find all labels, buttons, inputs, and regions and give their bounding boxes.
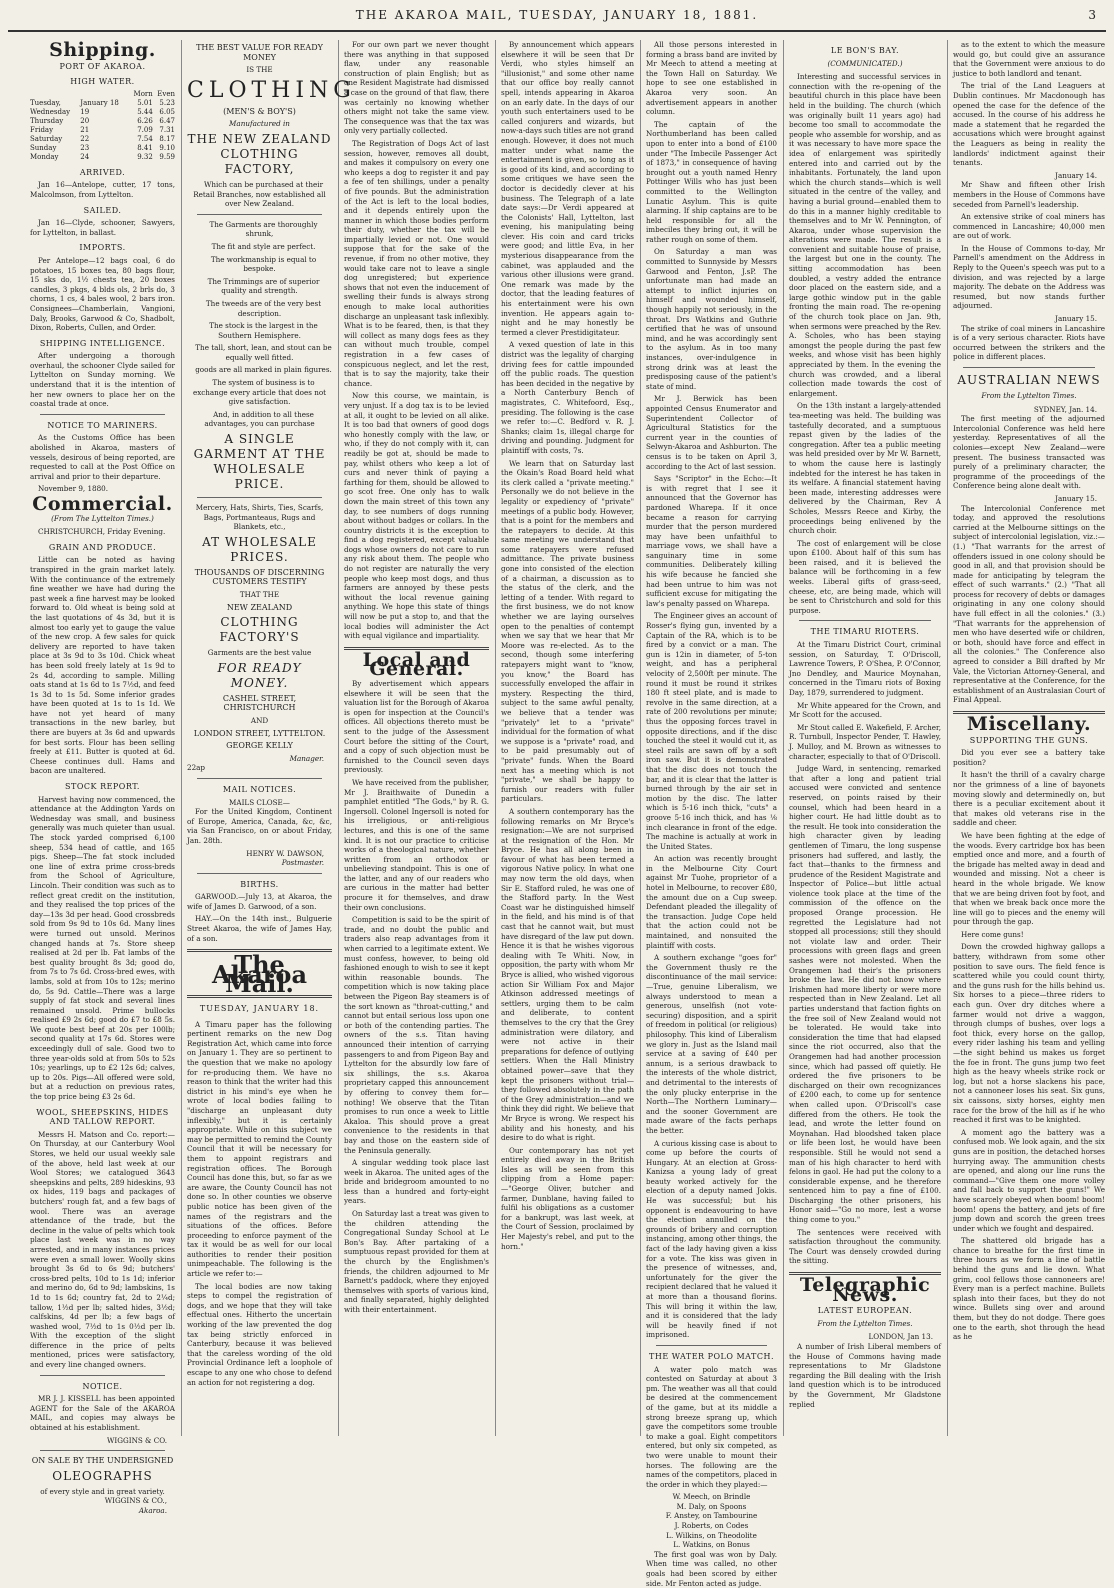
mails-signature: HENRY W. DAWSON, [246,848,324,858]
column-5 [646,40,777,1588]
commercial-dateline: CHRISTCHURCH, Friday Evening. [38,527,166,537]
tide-morn: 9.32 [137,152,153,161]
tide-date: 21 [80,125,90,134]
divider [197,873,322,874]
article-paragraph: The Registration of Dogs Act of last session, however, removes all doubt, and makes it compulsory on every one who keeps a dog to register it and pay a fee of ten shillings, under a penalty of five pounds. But the administration of the Act is left to the local bodies, and it depends entirely upon the manner in which those bodies perform their duty, whether the tax will be impartially levied or not. One would suppose that for the sake of the revenue, if from no other motive, they would take care not to leave a single dog unregistered; but experience shows that not even the inducement of swelling their funds is always strong enough to make local authorities discharge an unpleasant task inflexibly. What is to be feared, then, is that they will collect as many dogs fees as they can without much trouble, compel registration in a few cases of conspicuous neglect, and let the rest, that is to say the majority, take their chance. [344,138,489,388]
tide-header-cell [30,90,80,99]
birth-notice: HAY.—On the 14th inst., Bulguerie Street Akaroa, the wife of James Hay, of a son. [187,914,332,943]
dateline: January 14. [1055,170,1097,180]
competitor-name: L. Wilkins, on Theodolite [666,1530,757,1540]
wool-text: Messrs H. Matson and Co. report:—On Thursday, at our Canterbury Wool Stores, we held our usual weekly sale of the above, held last week at our Wool Stores; we catalogued 3643 sheepskins and pelts, 289 hideskins, 93 ox hides, 119 bags and packages of butchers' rough fat, and a few bags of wool. There was an average attendance of the trade, but the decline in the value of pelts which took place last week was in no way arrested, and in many instances prices were even a small lower. Woolly skins brought 3s 6d to 6s 9d; butchers' cross-bred pelts, 10d to 1s 1d; inferior and merino do, 6d to 9d; lambskins, 1s 1d to 1s 6d; country fat, 2d to 2¼d; tallow, 1½d per lb; salted hides, 3½d; calfskins, 4d per lb; a few bags of washed wool, 7½d to 1s 0½d per lb. With the exception of the slight difference in the price of pelts mentioned, prices were satisfactory, and every line changed owners. [30,1129,175,1370]
tide-row [30,144,175,153]
telegraphic-news-heading: Telegraphic News. [799,1274,931,1306]
grain-heading: GRAIN AND PRODUCE. [48,542,157,552]
competitor-name: W. Meech, on Brindle [672,1492,751,1502]
tide-even: 9.59 [159,152,175,161]
local-paragraph: Mr J. Berwick has been appointed Census Enumerator and Superintendent Collector of Agricultural Statistics for the current year in the counties of Selwyn-Akaroa and Ashburton. The census is to be taken on April 3, according to the Act of last session. [646,394,777,471]
divider [197,214,322,215]
divider [656,1345,767,1346]
local-paragraph: An action was recently brought in the Melbourne City Court against Mr Tuohe, proprietor of a hotel in Melbourne, to recover £80, the amount due on a Cup sweep. Defendant pleaded the illegality of the transaction. Judge Cope held that the action could not be maintained, and nonsuited the plaintiff with costs. [646,854,777,950]
divider [40,414,165,415]
news-paragraph: An extensive strike of coal miners has commenced in Lancashire; 40,000 men are out of work. [953,212,1105,241]
page-number: 3 [1088,8,1096,22]
tide-day: Sunday [30,143,57,152]
ad-line: goods are all marked in plain figures. [195,365,332,375]
guns-paragraph: Did you ever see a battery take position? [953,748,1105,767]
sailed-heading: SAILED. [83,205,122,215]
competitor-name: L. Watkins, on Bonus [673,1540,750,1550]
dateline: January 15. [1055,314,1097,324]
local-paragraph: We have received from the publisher, Mr J. Braithwaite of Dunedin a pamphlet entitled "The Gods," by R. G. Ingersoll. Colonel Ingersoll is noted for his irreligious, or anti-religious lectures, and this is one of the same kind. It is not our practice to criticise works of a theological nature, whether written from an orthodox or unbelieving standpoint. This is one of the latter, and any of our readers who are curious in the matter had better procure it for themselves, and draw their own conclusions. [344,777,489,912]
tide-day: Monday [30,152,59,161]
tide-row [30,108,175,117]
tide-even: 9.10 [159,143,175,152]
divider [40,1375,165,1376]
tide-even: 5.23 [159,98,175,107]
le-bons-paragraph: On the 13th instant a largely-attended tea-meeting was held. The building was tastefully decorated, and a sumptuous repast given by the ladies of the congregation. After tea a public meeting was held presided over by Mr W. Barnett, to whom the cause here is lastingly indebted for the interest he has taken in its welfare. A financial statement having been made, interesting addresses were delivered by the Chairman, Rev A Scholes, Messrs Reece and Kirby, the proceedings being enlivened by the church choir. [789,401,941,536]
ad-nz: NEW ZEALAND [226,602,293,612]
tide-even: 7.31 [159,125,175,134]
rioters-paragraph: Mr White appeared for the Crown, and Mr Scott for the accused. [789,700,941,720]
auction-item: OLEOGRAPHS [52,1468,153,1483]
auction-place: Akaroa. [138,1506,167,1515]
column-2 [187,40,356,1436]
mariners-text: As the Customs Office has been abolished in Akaroa, masters of vessels, desirous of being reported, are requested to call at the Post Office on arrival and prior to their departure. [30,433,175,481]
arrived-heading: ARRIVED. [79,167,126,177]
ad-thousands: THOUSANDS OF DISCERNING CUSTOMERS TESTIFY [194,567,325,587]
column-divider [181,40,182,1436]
ad-that: THAT THE [239,590,280,599]
local-paragraph: Says "Scriptor" in the Echo:—It is with regret that I see it announced that the Governor has pardoned Wharepa. If it once became a reason for carrying murder that the person murdered may have been unfaithful to marriage vows, we shall have a sanguinary time in some communities. Deliberately killing his wife because he fancied she had been untrue to him was not sufficient excuse for mitigating the law's penalty passed on Wharepa. [646,474,777,608]
miscellany-heading: Miscellany. [966,713,1092,735]
water-polo-heading: THE WATER POLO MATCH. [649,1351,774,1361]
column-divider [640,40,641,1436]
tide-morn: 5.01 [137,98,153,107]
tide-date: January 18 [80,98,119,107]
akaroa-mail-title: The Akaroa Mail. [211,950,307,999]
australian-news-heading: AUSTRALIAN NEWS [957,373,1101,387]
issue-date: TUESDAY, JANUARY 18. [199,1004,320,1014]
le-bons-bay-heading: LE BON'S BAY. [830,46,900,55]
auction-signature: WIGGINS & CO., [104,1496,167,1506]
timaru-rioters-heading: THE TIMARU RIOTERS. [810,627,920,637]
ad-line: The Garments are thoroughly shrunk, [209,219,318,239]
news-paragraph: The strike of coal miners in Lancashire is of a very serious character. Riots have occurred between the strikers and the police in different places. [953,323,1105,362]
column-divider [495,40,496,1436]
divider [799,620,931,621]
le-bons-bay-sub: (COMMUNICATED.) [827,58,903,68]
high-water-heading: HIGH WATER. [70,77,135,87]
guns-paragraph: Down the crowded highway gallops a battery, withdrawn from some other position to save ours. The field fence is scattered while you could count thirty, and the guns rush for the hills behind us. Six horses to a piece—three riders to each gun. Over dry ditches where a farmer would not drive a waggon, through clumps of bushes, over logs a foot thick, every horse on the gallop, every rider lashing his team and yelling—the sight behind us makes us forget the foe in front. The guns jump two feet high as the heavy wheels strike rock or log, but not a horse slackens his pace, not a cannoneer loses his seat. Six guns, six caissons, sixty horses, eighty men race for the brow of the hill as if he who reached it first was to be knighted. [953,942,1105,1125]
article-paragraph: A Timaru paper has the following pertinent remarks on the new Dog Registration Act, which came into force on January 1. They are so pertinent to the question that we make no apology for re-producing them. We have no reason to think that the writer had this district in his mind's eye when he wrote of local bodies failing to "discharge an unpleasant duty inflexibly," but it is certainly appropriate. While on this subject we may be permitted to remind the County Council that it will be necessary for them to appoint registrars and registration offices. The Borough Council has done this, but, so far as we are aware, the County Council has not done so. In other counties we observe public notice has been given of the names of the registrars and the situations of the offices. Before proceeding to enforce payment of the tax it would be as well for our local authorities to render their position unimpeachable. The following is the article we refer to:— [187,1019,332,1279]
rioters-paragraph: Judge Ward, in sentencing, remarked that after a long and patient trial accused were convicted and sentence reserved, on points raised by their counsel, which had been heard in a higher court. He had little doubt as to the result. He took into consideration the high character given by leading gentlemen of Timaru, the long suspense prisoners had suffered, and lastly, the fact that—thanks to the firmness and prudence of the Resident Magistrate and Inspector of Police—but little actual violence took place at the time of the commission of the offence on the proposed Orange procession. He regretted the Legislature had not stopped all processions; still they should not violate law and order. Their processions with green flags and green sashes were not molested. When the Orangemen had their's the prisoners broke the law. He did not know where Irishmen had more liberty or were more respected than in New Zealand. Let all parties understand that faction fights on the free soil of New Zealand would not be tolerated. He would take into consideration the time that had elapsed since the riot occurred, also that the Orangemen had had another procession since, which had passed off quietly. He ordered the five prisoners to be discharged on their own recognizances of £200 each, to come up for sentence when called upon. O'Driscoll's case differed from the others. He took the lead, and wrote the letter found on Moynahan. Had bloodshed taken place or life been lost, he would have been responsible. Still he would not send a man of his high character to herd with felons in gaol. He had put the colony to a considerable expense, and he therefore sentenced him to pay a fine of £100. Discharging the other prisoners, his Honor said—"Go no more, lest a worse thing come to you." [789,764,941,1225]
ad-factorys: CLOTHING FACTORY'S [219,615,300,645]
tide-day: Thursday [30,116,64,125]
sydney-dateline: SYDNEY, Jan. 14. [1033,404,1097,414]
births-heading: BIRTHS. [240,879,279,889]
rioters-paragraph: At the Timaru District Court, criminal session, on Saturday, T. O'Driscoll, Lawrence Towers, P. O'Shea, P. O'Connor, Jno Dendley, and Maurice Moynahan, concerned in the Timaru riots of Boxing Day, 1879, surrendered to judgment. [789,640,941,697]
tide-date: 24 [80,152,90,161]
supporting-guns-heading: SUPPORTING THE GUNS. [969,735,1089,745]
column-6 [789,40,941,1436]
imports-text: Per Antelope—12 bags coal, 6 do potatoes, 15 boxes tea, 80 bags flour, 15 sks do, 1½ chests tea, 20 boxes candles, 3 pkgs, 4 blds ols, 2 brls do, 3 chorns, 1 cs, 4 bales wool, 2 bars iron. Consignees—Chamberlain, Vangioni, Daly, Brooks, Garwood & Co, Shadbolt, Dixon, Roberts, Cullen, and Order. [30,255,175,333]
clothing-advertisement [187,43,356,773]
article-paragraph: For our own part we never thought there was anything in that supposed flaw, under any reasonable construction of plain English; but as one Resident Magistrate had dismissed a case on the ground of that flaw, there was certainly no knowing whether others might not take the same view. The consequence was that the tax was only very partially collected. [344,40,489,136]
divider [197,778,322,779]
tide-morn: 7.54 [137,134,153,143]
guns-paragraph: It hasn't the thrill of a cavalry charge nor the grimness of a line of bayonets moving slowly and determinedly on, but there is a peculiar excitement about it that makes old veterans rise in the saddle and cheer. [953,770,1105,828]
local-paragraph: All those persons interested in forming a brass band are invited by Mr Meech to attend a meeting at the Town Hall on Saturday. We hope to see one established in Akaroa very soon. An advertisement appears in another column. [646,40,777,117]
mariners-heading: NOTICE TO MARINERS. [47,420,158,430]
tide-row [30,135,175,144]
ad-manufactured: Manufactured in [229,119,290,129]
guns-paragraph: A moment ago the battery was a confused mob. We look again, and the six guns are in position, the detached horses hurrying away. The ammunition chests are opened, and along our line runs the command—"Give them one more volley and fall back to support the guns!" We have scarcely obeyed when boom! boom! boom! opens the battery, and jets of fire jump down and scorch the green trees under which we fought and despaired. [953,1127,1105,1233]
column-divider [783,40,784,1436]
ad-line: The Trimmings are of superior quality and strength. [207,276,320,296]
tide-even: 6.47 [159,116,175,125]
tide-morn: 8.41 [137,143,153,152]
ad-manager-title: Manager. [289,753,324,763]
ad-garments: Garments are the best value [207,648,312,658]
local-paragraph: The Engineer gives an account of Rosser's flying gun, invented by a Captain of the RA, which is to be fired by a convict or a man. The gun is 12in in diameter, of 5-ton weight, and has a peripheral velocity of 2,500ft per minute. The round it must be round it strikes 180 ft steel plate, and is made to revolve in the same direction, at a rate of 200 revolutions per minute; thus the opposing forces travel in opposite directions, and if the disc touched the steel it would cut it, as steel rails are sawn off by a soft iron saw. But it is demonstrated that the disc does not touch the bar, and it is clear that the latter is burned through by the air set in motion by the disc. The latter which is 5-16 inch thick, "cuts" a groove 5-16 inch thick, and has ⅛ inch clearance in front of the edge. The machine is actually at work in the United States. [646,611,777,851]
guns-paragraph: We have been fighting at the edge of the woods. Every cartridge box has been emptied once and more, and a fourth of the brigade has melted away in dead and wounded and missing. Not a cheer is heard in the whole brigade. We know that we are being driven foot by foot, and that when we break back once more the line will go to pieces and the enemy will pour through the gap. [953,830,1105,927]
article-paragraph: The local bodies are now taking steps to compel the registration of dogs, and we hope that they will take effectual ones. Hitherto the uncertain working of the law prevented the dog tax being strictly enforced in Canterbury, because it was believed that the careless wording of the old Provincial Ordinance left a loophole of escape to any one who chose to defend an action for not registering a dog. [187,1281,332,1387]
ad-line: The system of business is to exchange every article that does not give satisfaction. [192,378,327,407]
tide-header-cell: Even [157,89,175,98]
ad-line: The fit and style are perfect. [211,241,316,251]
tide-day: Tuesday, [30,98,61,107]
local-general-heading: Local and General. [362,648,471,681]
ad-and: AND [250,715,269,725]
competitor-name: M. Daly, on Spoons [676,1501,747,1511]
tide-row [30,153,175,162]
london-dateline: LONDON, Jan 13. [868,1332,933,1342]
tide-header-row [30,90,175,99]
local-paragraph: A vexed question of late in this district was the legality of charging driving fees for cattle impounded off the public roads. The question has been decided in the negative by a North Canterbury Bench of magistrates, C. Whitefoord, Esq., presiding. The following is the case we refer to:—C. Bedford v. R. J. Shanks; claim 1s, illegal charge for driving and pounding. Judgment for plaintiff with costs, 7s. [501,340,634,455]
column-divider [338,40,339,1436]
local-paragraph: On Saturday a man was committed to Sunnyside by Messrs Garwood and Fenton, J.sP. The unfortunate man had made an attempt to inflict injuries on himself and wounded himself, though happily not seriously, in the throat. Drs Watkins and Guthrie certified that he was of unsound mind, and he was accordingly sent to the asylum. As in too many instances, over-indulgence in strong drink was at least the predisposing cause of the patient's state of mind. [646,247,777,391]
local-paragraph: A southern contemporary has the following remarks on Mr Bryce's resignation:—We are not surprised at the resignation of the Hon. Mr Bryce. He has all along been in favour of what has been termed a vigorous Native policy. In what one may now term the old days, when Sir E. Stafford ruled, he was one of the Stafford party. In the West Coast war he distinguished himself in the field, and his mind is of that cast that he cannot wait, but must have disregard of the law put down. Hence it is that he wishes vigorous dealing with Te Whiti. Now, in opposition, the party with whom Mr Bryce is allied, who wished vigorous action Sir William Fox and Major Atkinson addressed meetings of settlers, urging them to be calm and deliberate, to content themselves to the cry that the Grey administration were dilatory, and were not active in their preparations for defence of outlying settlers. When the Hall Ministry obtained power—save that they kept the prisoners without trial—they followed absolutely in the path of the Grey administration—and we think they did right. We believe that Mr Bryce is wrong. We respect his ability and his honesty, and his desire to do what is right. [501,806,634,1143]
tide-row [30,126,175,135]
stock-text: Harvest having now commenced, the attendance at the Addington Yards on Wednesday was small, and business generally was much quieter than usual. The stock yarded comprised 6,100 sheep, 534 head of cattle, and 165 pigs. Sheep—The fat stock included one line of extra prime cross-breds from the School of Agriculture, Lincoln. Their condition was such as to reflect great credit on the institution, and they realised the top prices of the day—13s 3d per head. Good crossbreds sold from 9s 9d to 10s 6d. Many lines were turned out unsold. Merinos changed hands at 7s. Store sheep realised at 2d per lb. Fat lambs of the best quality brought 8s 3d; good do, from 7s to 7s 6d. Cross-bred ewes, with lambs, sold at from 10s to 12s; merino do, 5s 9d. Cattle—There was a large supply of fat stock and several lines remained unsold. Prime bullocks realised £9 2s 6d; good do £7 to £8 5s. We quote best beef at 20s per 100lb; second quality at 17s 6d. Stores were exceedingly dull of sale. Good two to three year-olds sold at from 50s to 52s 10s; yearlings, up to £2 12s 6d; calves, up to 20s. Pigs—All offered were sold, but at a reduction on previous rates, the top price being £3 2s 6d. [30,794,175,1102]
shipping-heading: Shipping. [49,39,156,61]
column-7 [953,40,1105,1436]
local-paragraph: A curious kissing case is about to come up before the courts of Hungary. At an election at Gross-Kanizsa a young lady of great beauty worked actively for the election of a deputy named Jokis. He was successful; but his opponent is endeavouring to have the election annulled on the grounds of bribery and corruption instancing, among other things, the fact of the lady having given a kiss for a vote. The kiss was given in the presence of witnesses, and, unfortunately for the giver the recipient declared that he valued it at more than a thousand florins. This will bring it within the law, and it is considered that the lady will be heavily fined if not imprisoned. [646,1138,777,1340]
rioters-paragraph: The sentences were received with satisfaction throughout the community. The Court was densely crowded during the sitting. [789,1227,941,1266]
divider [963,367,1095,368]
birth-notice: GARWOOD.—July 13, at Akaroa, the wife of James D. Garwood, of a son. [187,892,332,911]
notice-heading: NOTICE. [82,1381,123,1391]
divider [197,497,322,498]
tide-date: 22 [80,134,90,143]
ad-cashel: CASHEL STREET, CHRISTCHURCH [222,693,297,713]
local-paragraph: A singular wedding took place last week in Akaroa. The united ages of the bride and bridegroom amounted to no less than a hundred and forty-eight years. [344,1158,489,1206]
tide-header-cell [80,90,128,99]
australian-news-source: From the Lyttelton Times. [981,391,1077,400]
ad-london: LONDON STREET, LYTTELTON. [193,728,326,738]
auction-line: ON SALE BY THE UNDERSIGNED [31,1456,174,1466]
local-paragraph: On Saturday last a treat was given to the children attending the Congregational Sunday School at Le Bon's Bay. After partaking of a sumptuous repast provided for them at the church by the Englishmen's friends, the children adjourned to Mr Barnett's paddock, where they enjoyed themselves with sports of various kind, and finally separated, highly delighted with their entertainment. [344,1209,489,1314]
ad-items: Mercery, Hats, Shirts, Ties, Scarfs, Bags, Portmanteaus, Rugs and Blankets, etc., [195,503,324,532]
water-polo-result: The first goal was won by Daly. When time was called, no other goals had been scored by either side. Mr Fenton acted as judge. [646,1549,777,1588]
column-4 [501,40,634,1436]
ad-line: The tweeds are of the very best description. [205,298,322,318]
stock-heading: STOCK REPORT. [65,782,140,792]
ad-line: The tall, short, lean, and stout can be equally well fitted. [195,343,332,362]
ad-top: THE BEST VALUE FOR READY MONEY [196,43,323,62]
news-paragraph: In the House of Commons to-day, Mr Parnell's amendment on the Address in Reply to the Queen's speech was put to a division, and was rejected by a large majority. The debate on the Address was resumed, but now stands further adjourned. [953,243,1105,311]
ad-wholesale: AT WHOLESALE PRICES. [202,534,317,564]
tide-day: Wednesday [30,107,71,116]
competitor-name: F. Anstey, on Tambourine [665,1511,758,1521]
tide-day: Saturday [30,134,63,143]
ad-purchase: Which can be purchased at their Retail Branches, now established all over New Zealand. [193,179,326,209]
wool-heading: WOOL, SHEEPSKINS, HIDES AND TALLOW REPORT. [36,1107,169,1127]
column-1 [30,39,175,1515]
local-paragraph: Competition is said to be the spirit of trade, and no doubt the public and traders also reap advantages from it when carried to a legitimate extent. We must confess, however, to being old fashioned enough to wish to see it kept within reasonable bounds. The competition which is now taking place between the Pigeon Bay steamers is of the sort known as "throat-cutting," and cannot but entail serious loss upon one or both of the contending parties. The owners of the s.s. Titan having announced their intention of carrying passengers to and from Pigeon Bay and Lyttelton for the absurdly low fare of six shillings, the s.s. Akaroa proprietary capped this announcement by offering to convey them for—nothing! We observe that the Titan promises to run once a week to Little Akaloa. This should prove a great convenience to the residents in that bay and those on the eastern side of the Peninsula generally. [344,915,489,1155]
intel-text: After undergoing a thorough overhaul, the schooner Clyde sailed for Lyttelton on Sunday morning. We understand that it is the intention of her new owners to place her on the coastal trade at once. [30,351,175,409]
intel-heading: SHIPPING INTELLIGENCE. [39,338,166,348]
local-paragraph: A southern exchange "goes for" the Government thusly re the discontinuance of the mail service:—True, genuine Liberalism, we always understood to mean a generous, unselfish (not vote-securing) disposition, and a spirit of freedom in political (or religious) philosophy. This kind of Liberalism we glory in. Just as the Island mail service at a saving of £40 per annum, is a serious drawback to the interests of the whole district, and detrimental to the interests of the only plucky enterprise in the North—The Northern Luminary—and the sooner Government are made aware of the facts perhaps the better. [646,953,777,1135]
ad-clothing: CLOTHING [187,77,356,103]
tide-date: 20 [80,116,90,125]
ad-ready-money: FOR READY MONEY. [217,660,302,690]
tide-even: 6.05 [159,107,175,116]
notice-text: MR J. J. KISSELL has been appointed AGENT for the Sale of the AKAROA MAIL, and copies may always be obtained at his establishment. [30,1394,175,1433]
news-paragraph: The trial of the Land Leaguers at Dublin continues. Mr Macdonough has opened the case for the defence of the accused. In the course of his address he made a statement that he regarded the accusations which were brought against the Leaguers as being in reality the landlords' indictment against their tenants. [953,81,1105,168]
tide-table [30,90,175,162]
tide-date: 19 [80,107,90,116]
tide-date: 23 [80,143,90,152]
ad-line: The workmanship is equal to bespoke. [210,254,317,274]
latest-european-source: From the Lyttelton Times. [817,1318,913,1328]
port-heading: PORT OF AKAROA. [59,61,146,71]
tide-even: 8.17 [159,134,175,143]
masthead [0,8,1114,28]
london-text: A number of Irish Liberal members of the House of Commons having made representations to Mr Gladstone regarding the Bill dealing with the Irish land question which is to be introduced by the Government, Mr Gladstone replied [789,1342,941,1409]
mail-notices-heading: MAIL NOTICES. [222,784,297,794]
mails-text: For the United Kingdom, Continent of Europe, America, Canada, &c, &c, via San Francisco, on or about Friday, Jan. 28th. [187,807,332,845]
notice-signature: WIGGINS & CO. [107,1435,167,1445]
local-paragraph: We learn that on Saturday last the Okain's Road Board held what its clerk called a "private meeting." Personally we do not believe in the legality or expediency of "private" meetings of a public body. However, that is a point for the members and the ratepayers to decide. At this same meeting we understand that some ratepayers were refused admittance. The private business gone into consisted of the election of a chairman, a discussion as to the status of the clerk, and the letting of a tender. With regard to the first business, we do not know whether we are laying ourselves open to the penalties of contempt when we say that we hear that Mr Moore was re-elected. As to the second, though some interfering ratepayers might want to "know, you know," the Board has successfully enveloped the affair in mystery. Respecting the third, subject to the same awful penalty, we believe that a tender was "privately" let to a "private" individual for the formation of what we suppose is a "private" road, and to be paid presumably out of "private" funds. When the Board next has a meeting which is not "private," we shall be happy to furnish our readers with fuller particulars. [501,458,634,804]
grain-text: Little can be noted as having transpired in the grain market lately. With the continuance of the extremely fine weather we have had during the past week a fine harvest may be looked forward to. Old wheat is being sold at the last quotations of 4s 3d, but it is almost too early yet to gauge the value of the new crop. A few sales for quick delivery are reported to have taken place at 3s 9d to 3s 10d. Chick wheat has been sold freely lately at 1s 9d to 2s 4d, according to sample. Milling oats stand at 1s 6d to 1s 7½d, and feed 1s 3d to 1s 5d. Some inferior grades have been quoted at 1s to 1s 1d. We have not yet heard of many transactions in the new barley, but there are buyers at 3s 6d and upwards for best sorts. Flour has been selling freely at £11. Butter is quoted at 6d. Cheese continues dull. Hams and bacon are unaltered. [30,555,175,776]
ad-code: 22ap [187,763,206,773]
tide-header-cell: Morn [133,89,153,98]
ad-single-garment: A SINGLE GARMENT AT THE WHOLESALE PRICE. [193,432,326,492]
sailed-text: Jan 16—Clyde, schooner, Sawyers, for Lyttelton, in ballast. [30,218,175,237]
tide-morn: 6.26 [137,116,153,125]
ad-mens: (MEN'S & BOY'S) [223,106,296,116]
imports-heading: IMPORTS. [79,243,126,253]
arrived-text: Jan 16—Antelope, cutter, 17 tons, Malcolmson, from Lyttelton. [30,180,175,199]
latest-european-heading: LATEST EUROPEAN. [817,1306,913,1316]
tide-morn: 7.09 [137,125,153,134]
mails-close: MAILS CLOSE— [229,797,290,807]
mariners-date: November 9, 1880. [38,484,109,494]
commercial-heading: Commercial. [32,493,173,515]
local-paragraph: Our contemporary has not yet entirely died away in the British Isles as will be seen from this clipping from a Home paper:—"George Oliver, butcher and farmer, Dunblane, having failed to fulfil his obligations as a customer for a bankrupt, was last week, at the Court of Session, proclaimed by Her Majesty's rebel, and put to the horn." [501,1145,634,1251]
news-paragraph: The first meeting of the adjourned Intercolonial Conference was held here yesterday. Representatives of all the colonies—except New Zealand—were present. The business transacted was purely of a preliminary character, the programme of the proceedings of the Conference being alone dealt with. [953,414,1105,491]
water-polo-text: A water polo match was contested on Saturday at about 3 pm. The weather was all that could be desired at the commencement of the game, but at its middle a strong breeze sprang up, which gave the competitors some trouble to make a goal. Eight competitors entered, but only six competed, as two were unable to mount their horses. The following are the names of the competitors, placed in the order in which they played:— [646,1364,777,1489]
le-bons-paragraph: The cost of enlargement will be close upon £100. About half of this sum has been raised, and it is believed the balance will be forthcoming in a few weeks. Liberal gifts of grass-seed, cheese, etc, are being made, which will be sent to Christchurch and sold for this purpose. [789,538,941,615]
masthead-title: THE AKAROA MAIL, TUESDAY, JANUARY 18, 1881. [355,8,759,22]
guns-paragraph: The shattered old brigade has a chance to breathe for the first time in three hours as we form a line of battle behind the guns and lie down. What grim, cool fellows those cannoneers are! Every man is a perfect machine. Bullets splash into their faces, but they do not wince. Bullets sing over and around them, but they do not dodge. There goes one to the earth, shot through the head as he [953,1236,1105,1342]
article-paragraph: Now this course, we maintain, is very unjust. If a dog tax is to be levied at all, it ought to be levied on all alike. It is too bad that owners of good dogs who honestly comply with the law, or who, if they do not comply with it, can readily be got at, should be made to pay, whilst others who keep a lot of curs and never think of paying a farthing for them, should be allowed to go scot free. One only has to walk down the main street of this town any day, to see numbers of dogs running about without badges or collars. In the country districts it is the exception to find a dog registered, except valuable dogs whose owners do not care to run any risk about them. The people who do not register are naturally the very people who keep most dogs, and thus farmers are annoyed by these pests without the local revenue gaining anything. We hope this state of things will now be put a stop to, and that the local bodies will administer the Act with equal vigilance and impartiality. [344,391,489,641]
ad-factory: THE NEW ZEALAND CLOTHING FACTORY, [187,131,332,176]
local-paragraph: The captain of the Northumberland has been called upon to enter into a bond of £100 under "The Imbecile Passenger Act of 1873," in consequence of having brought out a youth named Henry Pottinger Wills who has just been committed to the Wellington Lunatic Asylum. This is quite alarming. If ship captains are to be held responsible for all the imbeciles they bring out, it will be rather rough on some of them. [646,119,777,244]
local-paragraph: By announcement which appears elsewhere it will be seen that Dr Verdi, who styles himself an "illusionist," and some other name that our office boy really cannot spell, intends appearing in Akaroa on an early date. In the days of our youth such entertainers used to be called conjurers and wizards, but now-a-days such titles are not grand enough. However, it does not much matter under what name the entertainment is given, so long as it is good of its kind, and according to some critiques we have seen the doctor is decidedly clever at his business. The Telegraph of a late date says:—Dr Verdi appeared at the Colonists' Hall, Lyttelton, last evening, his manipulating being clever. His coin and card tricks were good; and little Eva, in her mysterious disappearance from the cabinet, was applauded and the various other illusions were grand. One remark was made by the doctor, that the leading features of his entertainment were his own invention. He appears again to-night and he may honestly be termed a clever Prestidigitateur. [501,40,634,337]
column-3 [344,40,489,1436]
tide-morn: 5.44 [137,107,153,116]
auction-desc: of every style and in great variety. [40,1486,165,1496]
rioters-paragraph: Mr Stout called E. Wakefield, F. Archer, R. Turnbull, Inspector Pender, T. Hawley, J. Mulloy, and M. Brown as witnesses to character, especially to that of O'Driscoll. [789,722,941,761]
ad-line: And, in addition to all these advantages, you can purchase [204,409,315,429]
competitor-name: J. Roberts, on Codes [674,1521,749,1531]
news-paragraph: Mr Shaw and fifteen other Irish members in the House of Commons have seceded from Parnell's leadership. [953,180,1105,209]
tide-row [30,99,175,108]
commercial-source: (From The Lyttelton Times.) [51,513,154,523]
guns-paragraph: Here come guns! [961,929,1024,939]
ad-in: IS THE [246,65,273,75]
masthead-rule [8,30,1106,32]
news-paragraph: as to the extent to which the measure would go, but could give an assurance that the Government were anxious to do justice to both landlord and tenant. [953,40,1105,78]
ad-line: The stock is the largest in the Southern Hemisphere. [209,321,318,340]
ad-manager: GEORGE KELLY [226,741,293,751]
divider [40,1450,165,1451]
local-paragraph: By advertisement which appears elsewhere it will be seen that the valuation list for the Borough of Akaroa is open for inspection at the Council's offices. All objections thereto must be sent to the judge of the Assessment Court before the sitting of the Court, and a copy of such objection must be furnished to the Council seven days previously. [344,679,489,775]
tide-day: Friday [30,125,54,134]
le-bons-paragraph: Interesting and successful services in connection with the re-opening of the beautiful church in this place have been held in the building. The church (which was originally built 11 years ago) had become too small to accommodate the people who assemble for worship, and as it was necessary to have more space the idea of enlargement was spiritedly entered into and carried out by the inhabitants. Fortunately, the land upon which the church stands—which is well situated in the centre of the valley, and having a burial ground—enabled them to do this in a manner highly creditable to themselves and to Mr W. Pennington, of Akaroa, under whose supervision the alterations were made. The result is a convenient and suitable house of praise, the largest but one in the county. The sitting accommodation has been doubled, a vestry added the entrance door placed on the eastern side, and a large gothic window put in the gable fronting the main road. The re-opening of the church took place on Jan. 9th, when sermons were preached by the Rev. A. Scholes, who has been staying amongst the people during the past few weeks, and whose visit has been highly appreciated by them. In the evening the church was crowded, and a liberal collection made towards the cost of enlargement. [789,72,941,398]
dateline: January 15. [1055,493,1097,503]
tide-row [30,117,175,126]
column-divider [947,40,948,1436]
mails-signature-title: Postmaster. [281,858,324,868]
news-paragraph: The Intercolonial Conference met today, and approved the resolutions carried at the Melbourne sittings on the subject of intercolonial legislation, viz.:—(1.) "That warrants for the arrest of offenders issued in one colony should be good in all, and that provision should be made for anticipating by telegram the effect of such warrants." (2.) "That all process for recovery of debts or damages originating in any one colony should have full effect in all the colonies." (3.) "That warrants for the apprehension of men who have deserted wife or children, or both, should have force and effect in all the colonies." The Conference also agreed to consider a Bill drafted by Mr Vale, the Victorian Attorney-General, and representative at the Conference, for the establishment of an Australasian Court of Final Appeal. [953,503,1105,705]
